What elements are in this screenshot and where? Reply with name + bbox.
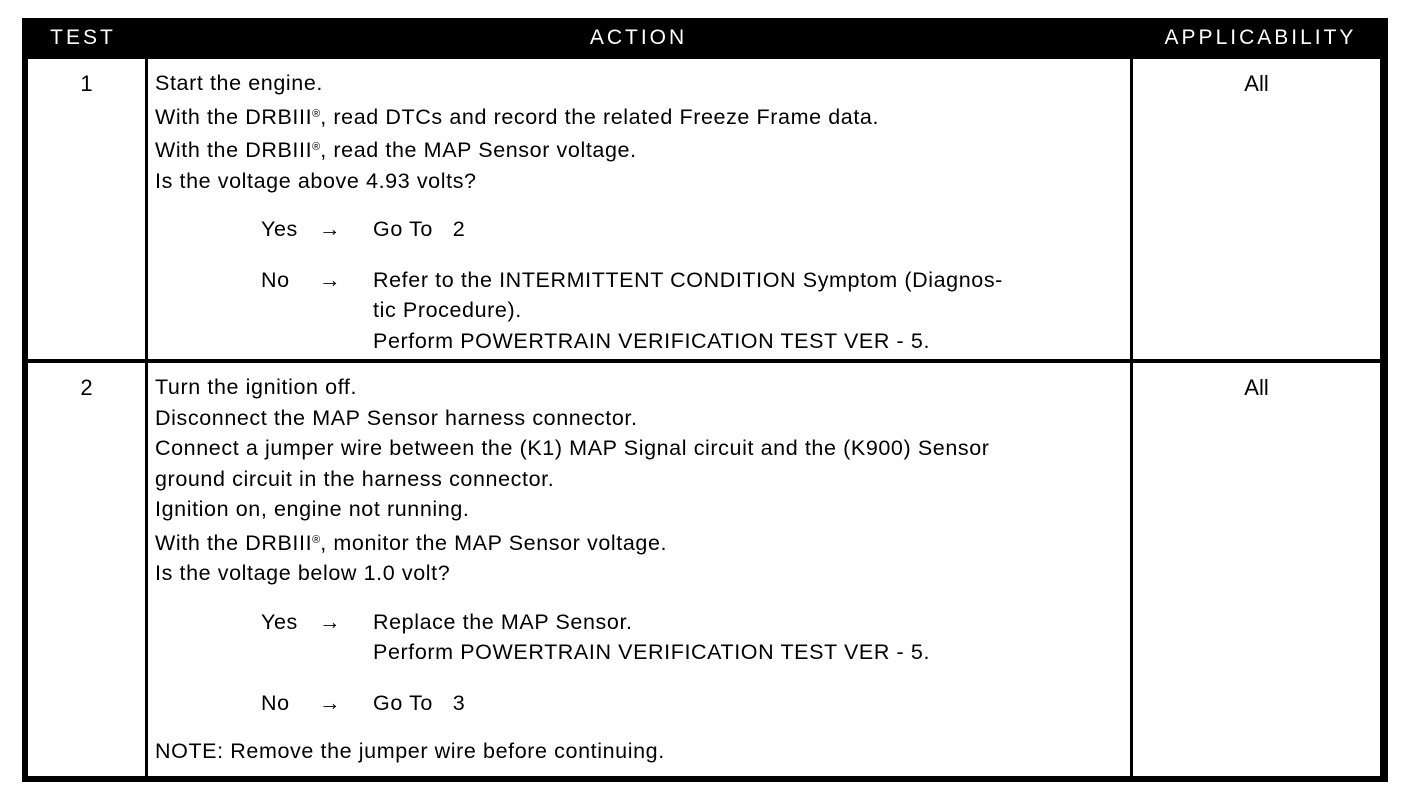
- registered-mark: ®: [312, 141, 321, 153]
- arrow-right-icon: →: [319, 609, 342, 634]
- row-1-step-4: Is the voltage above 4.93 volts?: [155, 168, 477, 193]
- registered-mark: ®: [312, 533, 321, 546]
- row-1-applicability-text: All: [1244, 71, 1269, 96]
- row-2-note: NOTE: Remove the jumper wire before continuing.: [155, 739, 665, 763]
- row-1-no-text: Refer to the INTERMITTENT CONDITION Symptom (Diagnos- tic Procedure). Perform POWERTRAIN VERIFICATION TEST VER - 5.: [373, 267, 1003, 353]
- row-2-action: [148, 363, 1130, 776]
- arrow-right-icon: →: [319, 690, 342, 715]
- row-2-yes-text: Replace the MAP Sensor. Perform POWERTRAIN VERIFICATION TEST VER - 5.: [373, 609, 931, 664]
- row-1-step-3: With the DRBIII®, read the MAP Sensor voltage.: [155, 138, 637, 162]
- header-action: ACTION: [589, 26, 688, 49]
- header-applicability: APPLICABILITY: [1164, 26, 1357, 49]
- header-test: TEST: [50, 26, 116, 49]
- row-2-applicability-text: All: [1244, 375, 1269, 400]
- registered-mark: ®: [312, 107, 321, 120]
- no-label: No: [261, 267, 290, 292]
- row-1-test-number-text: 1: [80, 71, 93, 96]
- row-2-step-6: With the DRBIII®, monitor the MAP Sensor voltage.: [155, 530, 668, 555]
- row-2-step-4: ground circuit in the harness connector.: [155, 466, 555, 491]
- row-2-test-number-text: 2: [80, 375, 93, 400]
- diagnostic-test-table: [22, 18, 1388, 782]
- row-1-applicability: [1133, 59, 1380, 359]
- row-2-step-1: Turn the ignition off.: [155, 375, 358, 399]
- row-1-test-number: [28, 59, 145, 359]
- arrow-right-icon: →: [319, 267, 342, 292]
- row-1-no-branch: [261, 265, 1130, 357]
- no-label: No: [261, 690, 290, 715]
- row-2-step-7: Is the voltage below 1.0 volt?: [155, 561, 451, 585]
- yes-label: Yes: [261, 217, 298, 241]
- row-2-no-text: Go To 3: [373, 690, 466, 715]
- arrow-right-icon: →: [319, 217, 342, 241]
- row-2-step-2: Disconnect the MAP Sensor harness connector.: [155, 405, 638, 430]
- row-1-action: [148, 59, 1130, 359]
- row-1-step-1: Start the engine.: [155, 71, 323, 95]
- row-1-yes-branch: [261, 214, 1130, 245]
- row-1-step-2: With the DRBIII®, read DTCs and record the related Freeze Frame data.: [155, 104, 880, 129]
- row-2-test-number: [28, 363, 145, 776]
- row-2-no-branch: [261, 688, 1130, 719]
- row-2-yes-branch: [261, 607, 1130, 668]
- row-2-applicability: [1133, 363, 1380, 776]
- row-1-yes-text: Go To 2: [373, 217, 466, 241]
- yes-label: Yes: [261, 609, 298, 634]
- row-2-step-5: Ignition on, engine not running.: [155, 497, 470, 521]
- row-2-step-3: Connect a jumper wire between the (K1) MAP Signal circuit and the (K900) Sensor: [155, 436, 990, 460]
